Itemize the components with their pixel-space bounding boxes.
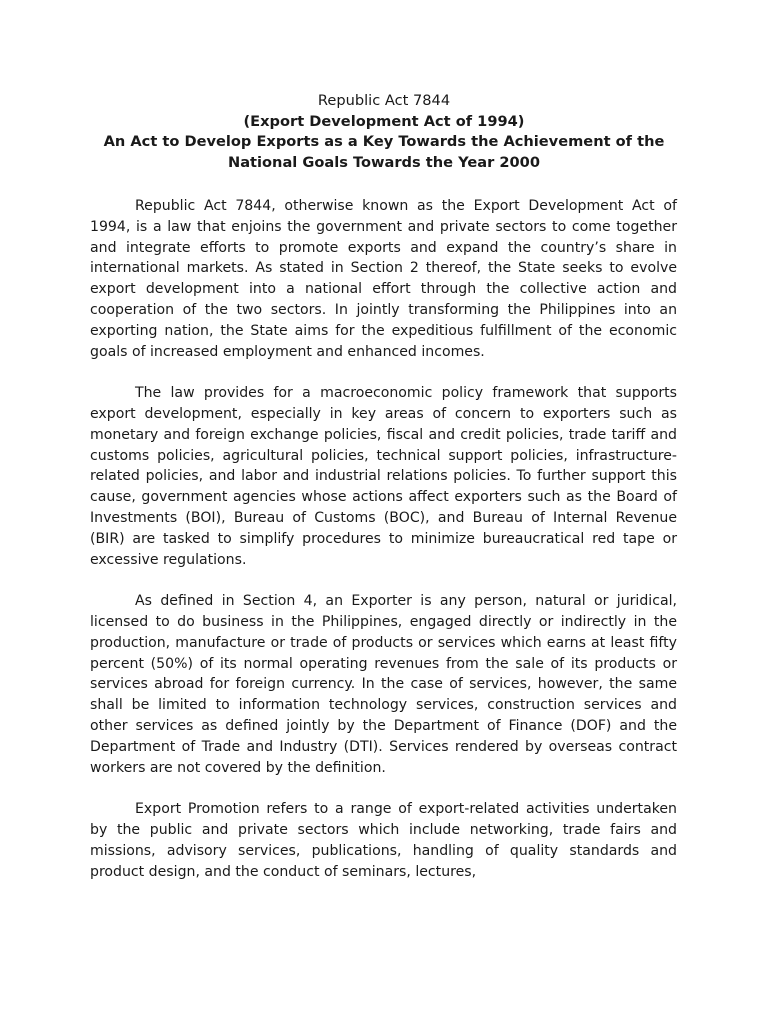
document-title [60,91,708,173]
title-act-number: Republic Act 7844 [317,92,451,109]
document-body [90,196,677,903]
title-subtitle-line-2: National Goals Towards the Year 2000 [227,153,540,171]
title-subtitle-line-1: An Act to Develop Exports as a Key Towards the Achievement of the [103,133,665,151]
title-act-name: (Export Development Act of 1994) [243,112,525,130]
paragraph-policy-framework: The law provides for a macroeconomic policy framework that supports export development, especially in key areas of concern to exporters such as monetary and foreign exchange policies, fiscal and credit policies, trade tariff and customs policies, agricultural policies, technical support policies, infrastructure-related policies, and labor and industrial relations policies. To further support this cause, government agencies whose actions affect exporters such as the Board of Investments (BOI), Bureau of Customs (BOC), and Bureau of Internal Revenue (BIR) are tasked to simplify procedures to minimize bureaucratical red tape or excessive regulations. [90,385,677,568]
paragraph-exporter-definition: As defined in Section 4, an Exporter is any person, natural or juridical, licensed to do business in the Philippines, engaged directly or indirectly in the production, manufacture or trade of products or services which earns at least fifty percent (50%) of its normal operating revenues from the sale of its products or services abroad for foreign currency. In the case of services, however, the same shall be limited to information technology services, construction services and other services as defined jointly by the Department of Finance (DOF) and the Department of Trade and Industry (DTI). Services rendered by overseas contract workers are not covered by the definition. [90,593,677,776]
paragraph-export-promotion: Export Promotion refers to a range of export-related activities undertaken by the public and private sectors which include networking, trade fairs and missions, advisory services, publications, handling of quality standards and product design, and the conduct of seminars, lectures, [90,801,677,880]
paragraph-overview: Republic Act 7844, otherwise known as the Export Development Act of 1994, is a law that enjoins the government and private sectors to come together and integrate efforts to promote exports and expand the country’s share in international markets. As stated in Section 2 thereof, the State seeks to evolve export development into a national effort through the collective action and cooperation of the two sectors. In jointly transforming the Philippines into an exporting nation, the State aims for the expeditious fulfillment of the economic goals of increased employment and enhanced incomes. [90,198,677,360]
